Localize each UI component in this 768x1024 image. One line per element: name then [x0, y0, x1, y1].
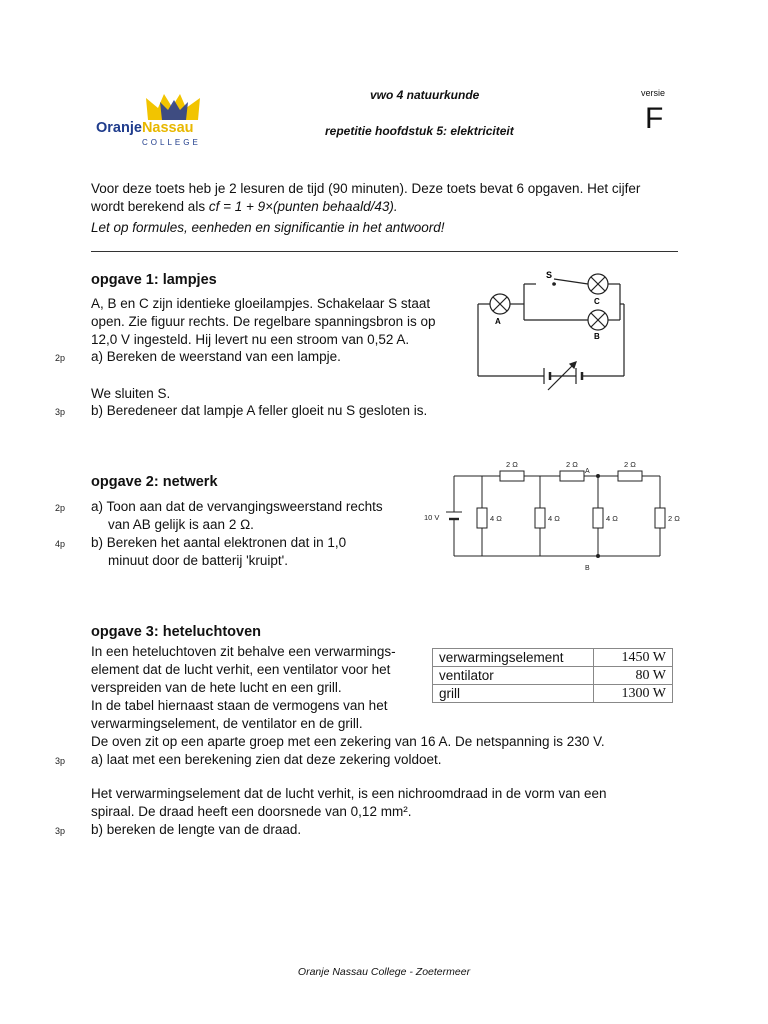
lamp-a-icon [490, 294, 510, 314]
lamp-circuit-diagram [470, 268, 650, 404]
opgave3-heading: opgave 3: heteluchtoven [91, 624, 262, 640]
node-b-dot [596, 554, 600, 558]
opgave3-line-2: element dat de lucht verhit, een ventilator voor het [91, 662, 391, 677]
variable-source-icon [544, 362, 582, 390]
resistor-network-diagram [420, 456, 690, 576]
lamp-c-icon [588, 274, 608, 294]
intro-line-1: Voor deze toets heb je 2 lesuren de tijd (90 minuten). Deze toets bevat 6 opgaven. Het cijfer [91, 181, 641, 196]
table-cell-value: 80 W [594, 667, 673, 685]
table-cell-name: verwarmingselement [433, 649, 594, 667]
label-b: B [594, 332, 600, 341]
logo-word-oranje: Oranje [96, 120, 142, 136]
label-r-top-1: 2 Ω [506, 460, 518, 469]
opgave3-para2-line-2: spiraal. De draad heeft een doorsnede van 0,12 mm². [91, 804, 412, 819]
versie-value: F [645, 102, 664, 135]
label-s: S [546, 270, 553, 280]
opgave2-b-points: 4p [55, 539, 66, 549]
label-node-a: A [585, 468, 590, 475]
node-a-dot [596, 474, 600, 478]
opgave3-line-4: In de tabel hiernaast staan de vermogens van het [91, 698, 388, 713]
intro-line-3: Let op formules, eenheden en significantie in het antwoord! [91, 220, 445, 235]
table-cell-value: 1450 W [594, 649, 673, 667]
opgave1-mid-text: We sluiten S. [91, 386, 171, 401]
lamp-b-icon [588, 310, 608, 330]
label-r-vert-1: 4 Ω [490, 514, 502, 523]
switch-s-icon [552, 282, 556, 286]
opgave1-heading: opgave 1: lampjes [91, 272, 217, 288]
label-c: C [594, 297, 600, 306]
versie-label: versie [641, 88, 666, 98]
resistor-top-3 [618, 471, 642, 481]
table-row [433, 685, 673, 703]
course-label: vwo 4 natuurkunde [370, 88, 480, 102]
resistor-vert-1 [477, 508, 487, 528]
opgave1-line-1: A, B en C zijn identieke gloeilampjes. Schakelaar S staat [91, 296, 431, 311]
opgave2-question-b-line-2: minuut door de batterij 'kruipt'. [108, 553, 288, 568]
label-r-vert-2: 4 Ω [548, 514, 560, 523]
opgave3-question-b: b) bereken de lengte van de draad. [91, 822, 302, 837]
table-cell-name: grill [433, 685, 594, 703]
resistor-vert-2 [535, 508, 545, 528]
logo-word-nassau: Nassau [141, 120, 194, 136]
table-cell-name: ventilator [433, 667, 594, 685]
page-footer: Oranje Nassau College - Zoetermeer [297, 966, 471, 978]
battery-icon [446, 512, 462, 519]
intro-line-2-text: wordt berekend als [91, 199, 209, 214]
opgave3-b-points: 3p [55, 826, 66, 836]
intro-line-2 [91, 198, 398, 215]
school-logo [96, 92, 220, 152]
label-r-top-2: 2 Ω [566, 460, 578, 469]
opgave3-a-points: 3p [55, 756, 66, 766]
divider [91, 251, 678, 252]
opgave2-question-b-line-1: b) Bereken het aantal elektronen dat in 1,0 [91, 535, 347, 550]
label-voltage: 10 V [424, 513, 440, 522]
opgave1-line-3: 12,0 V ingesteld. Hij levert nu een stroom van 0,52 A. [91, 332, 410, 347]
resistor-top-2 [560, 471, 584, 481]
exam-title: repetitie hoofdstuk 5: elektriciteit [325, 124, 514, 138]
opgave2-heading: opgave 2: netwerk [91, 474, 218, 490]
table-row [433, 667, 673, 685]
opgave3-line-1: In een heteluchtoven zit behalve een verwarmings- [91, 644, 396, 659]
crown-icon [144, 92, 204, 122]
table-row [433, 649, 673, 667]
opgave3-line-3: verspreiden van de hete lucht en een grill. [91, 680, 342, 695]
resistor-vert-4 [655, 508, 665, 528]
opgave1-a-points: 2p [55, 353, 66, 363]
resistor-vert-3 [593, 508, 603, 528]
power-table [432, 648, 673, 703]
label-node-b: B [585, 565, 590, 572]
opgave3-line-5: verwarmingselement, de ventilator en de grill. [91, 716, 363, 731]
opgave2-a-points: 2p [55, 503, 66, 513]
logo-subtitle: COLLEGE [142, 138, 201, 147]
label-r-right: 2 Ω [668, 514, 680, 523]
table-cell-value: 1300 W [594, 685, 673, 703]
opgave1-b-points: 3p [55, 407, 66, 417]
label-r-vert-3: 4 Ω [606, 514, 618, 523]
label-a: A [495, 317, 501, 326]
opgave1-question-a: a) Bereken de weerstand van een lampje. [91, 349, 341, 364]
grade-formula: cf = 1 + 9×(punten behaald/43). [208, 199, 398, 214]
opgave3-question-a: a) laat met een berekening zien dat deze zekering voldoet. [91, 752, 442, 767]
opgave3-para2-line-1: Het verwarmingselement dat de lucht verhit, is een nichroomdraad in de vorm van een [91, 786, 607, 801]
opgave3-line-6: De oven zit op een aparte groep met een zekering van 16 A. De netspanning is 230 V. [91, 734, 605, 749]
opgave1-line-2: open. Zie figuur rechts. De regelbare spanningsbron is op [91, 314, 436, 329]
resistor-top-1 [500, 471, 524, 481]
opgave2-question-a-line-1: a) Toon aan dat de vervangingsweerstand rechts [91, 499, 383, 514]
label-r-top-3: 2 Ω [624, 460, 636, 469]
opgave2-question-a-line-2: van AB gelijk is aan 2 Ω. [108, 517, 254, 532]
opgave1-question-b: b) Beredeneer dat lampje A feller gloeit nu S gesloten is. [91, 403, 428, 418]
